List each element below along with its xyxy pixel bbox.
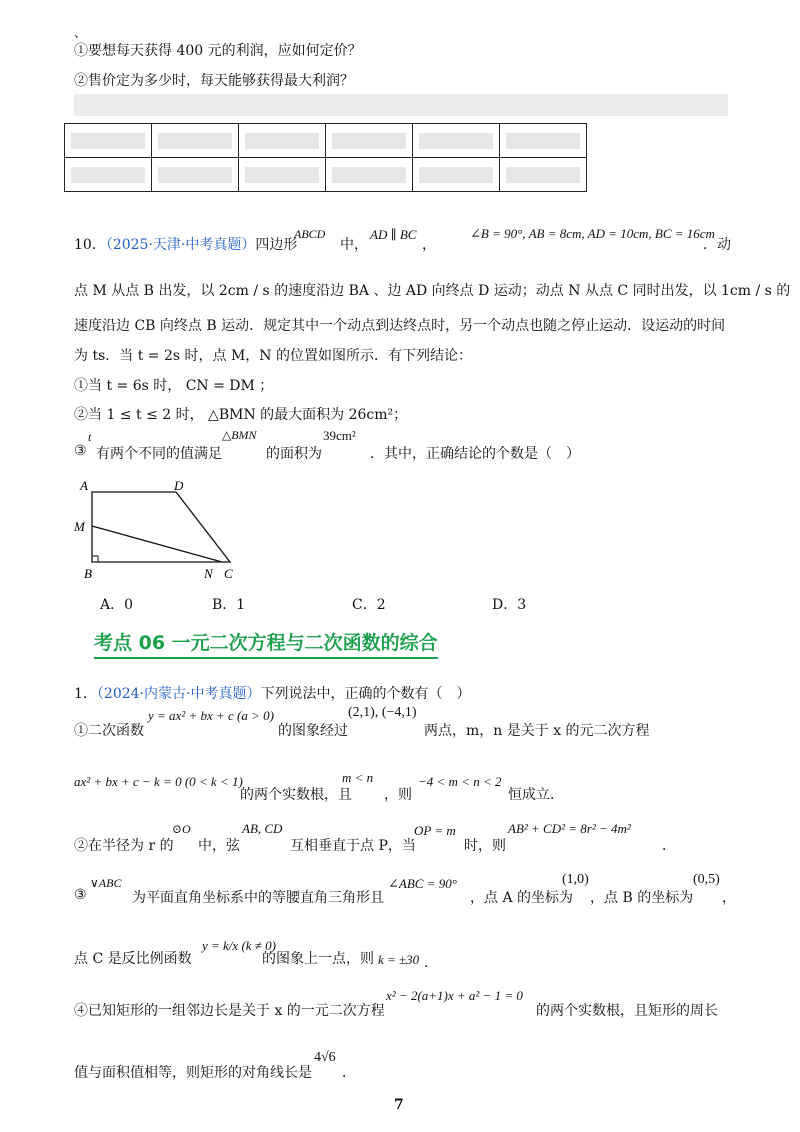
table-cell xyxy=(500,124,587,158)
table-cell xyxy=(65,124,152,158)
table-cell xyxy=(326,124,413,158)
table-cell xyxy=(239,158,326,192)
page-number: 7 xyxy=(394,1097,404,1113)
text: ， xyxy=(422,237,436,253)
text: 两点，m，n 是关于 x 的元二次方程 xyxy=(424,723,650,739)
op-m: OP = m xyxy=(414,823,456,838)
prev-question-item-1: ①要想每天获得 400 元的利润，应如何定价？ xyxy=(74,43,362,59)
source-tag: （2024·内蒙古·中考真题） xyxy=(96,686,261,702)
text: ． xyxy=(424,955,438,971)
table-cell xyxy=(413,124,500,158)
answer-table xyxy=(64,123,587,192)
text: 的两个实数根，且矩形的周长 xyxy=(536,1003,718,1019)
parallel-condition: AD ∥ BC xyxy=(370,227,417,242)
label-b: B xyxy=(84,566,92,581)
triangle-abc: ∨ABC xyxy=(90,876,122,890)
text: ， xyxy=(722,890,736,906)
table-cell xyxy=(500,158,587,192)
statement-4-text: ④已知矩形的一组邻边长是关于 x 的一元二次方程 xyxy=(74,1003,385,1019)
chords: AB, CD xyxy=(242,821,283,836)
k-value: k = ±30 xyxy=(378,952,420,967)
text: ．动 xyxy=(703,237,731,253)
quadratic-function: y = ax² + bx + c (a > 0) xyxy=(148,708,274,723)
option-d: D．3 xyxy=(492,597,527,613)
question-10-line-2: 点 M 从点 B 出发，以 2cm / s 的速度沿边 BA 、边 AD 向终点 D 运动；动点 N 从点 C 同时出发，以 1cm / s 的 xyxy=(74,283,791,299)
triangle-bmn: △BMN xyxy=(222,428,257,442)
text: 的图象经过 xyxy=(278,723,348,739)
table-cell xyxy=(65,158,152,192)
area-value: 39cm² xyxy=(323,428,356,443)
conditions: ∠B = 90°, AB = 8cm, AD = 10cm, BC = 16cm xyxy=(470,226,715,241)
text: ． xyxy=(342,1065,356,1081)
text: 的图象上一点，则 xyxy=(262,951,374,967)
diagonal-value: 4√6 xyxy=(314,1050,336,1065)
conclusion-3-marker: ③ xyxy=(74,443,87,459)
redacted-answer-bar xyxy=(74,94,728,116)
text: 中，弦 xyxy=(198,838,240,854)
question-1-header: 1．（2024·内蒙古·中考真题）下列说法中，正确的个数有（ ） xyxy=(74,686,471,702)
text: ． xyxy=(662,838,676,854)
label-n: N xyxy=(204,566,213,581)
text: ，点 B 的坐标为 xyxy=(590,890,694,906)
text: 的面积为 xyxy=(266,446,322,462)
text: 的两个实数根，且 xyxy=(240,787,352,803)
label-a: A xyxy=(80,478,88,493)
circle-o: ⊙O xyxy=(172,822,191,836)
m-lt-n: m < n xyxy=(342,770,374,785)
angle: ∠ABC = 90° xyxy=(388,876,457,891)
text: 中， xyxy=(340,237,368,253)
statement-2-text: ②在半径为 r 的 xyxy=(74,838,174,854)
var-t: t xyxy=(88,430,92,444)
point-b: (0,5) xyxy=(693,872,720,887)
section-heading: 考点 06 一元二次方程与二次函数的综合 xyxy=(94,628,438,659)
equation-4: x² − 2(a+1)x + a² − 1 = 0 xyxy=(386,988,523,1003)
table-cell xyxy=(152,124,239,158)
question-10-header: 10．（2025·天津·中考真题）四边形 xyxy=(74,237,298,253)
table-cell xyxy=(413,158,500,192)
equation: ax² + bx + c − k = 0 (0 < k < 1) xyxy=(74,774,243,789)
option-c: C．2 xyxy=(352,597,386,613)
prev-question-item-2: ②售价定为多少时，每天能够获得最大利润？ xyxy=(74,73,354,89)
text: 为平面直角坐标系中的等腰直角三角形且 xyxy=(132,890,384,906)
question-10-line-4: 为 ts．当 t = 2s 时，点 M，N 的位置如图所示．有下列结论： xyxy=(74,348,472,364)
text: 有两个不同的值满足 xyxy=(96,446,222,462)
label-d: D xyxy=(174,478,184,493)
formula: AB² + CD² = 8r² − 4m² xyxy=(508,821,631,836)
source-tag: （2025·天津·中考真题） xyxy=(105,237,256,253)
quad-label: ABCD xyxy=(294,227,326,241)
table-cell xyxy=(152,158,239,192)
text: 时，则 xyxy=(464,838,506,854)
statement-3-marker: ③ xyxy=(74,887,87,903)
table-cell xyxy=(239,124,326,158)
statement-1-text: ①二次函数 xyxy=(74,723,144,739)
point-a: (1,0) xyxy=(562,872,589,887)
statement-3-line-2: 点 C 是反比例函数 xyxy=(74,951,192,967)
conclusion-1: ①当 t = 6s 时， CN = DM ； xyxy=(74,378,274,394)
text: 互相垂直于点 P，当 xyxy=(290,838,416,854)
option-a: A．0 xyxy=(100,597,134,613)
trapezoid-figure xyxy=(70,474,250,584)
table-cell xyxy=(326,158,413,192)
inequality: −4 < m < n < 2 xyxy=(418,774,502,789)
question-10-line-3: 速度沿边 CB 向终点 B 运动．规定其中一个动点到达终点时，另一个动点也随之停止运动．设运动的时间 xyxy=(74,318,726,334)
inverse-function: y = k/x (k ≠ 0) xyxy=(202,938,277,953)
text: ．其中，正确结论的个数是（ ） xyxy=(370,446,580,462)
label-c: C xyxy=(224,566,233,581)
option-b: B．1 xyxy=(212,597,246,613)
text: ，则 xyxy=(384,787,412,803)
points: (2,1), (−4,1) xyxy=(348,705,417,720)
text: 恒成立. xyxy=(508,787,555,803)
statement-4-line-2: 值与面积值相等，则矩形的对角线长是 xyxy=(74,1065,312,1081)
stray-mark: 、 xyxy=(74,26,87,40)
conclusion-2: ②当 1 ≤ t ≤ 2 时， △BMN 的最大面积为 26cm²； xyxy=(74,407,408,423)
label-m: M xyxy=(74,519,85,534)
text: ，点 A 的坐标为 xyxy=(470,890,574,906)
